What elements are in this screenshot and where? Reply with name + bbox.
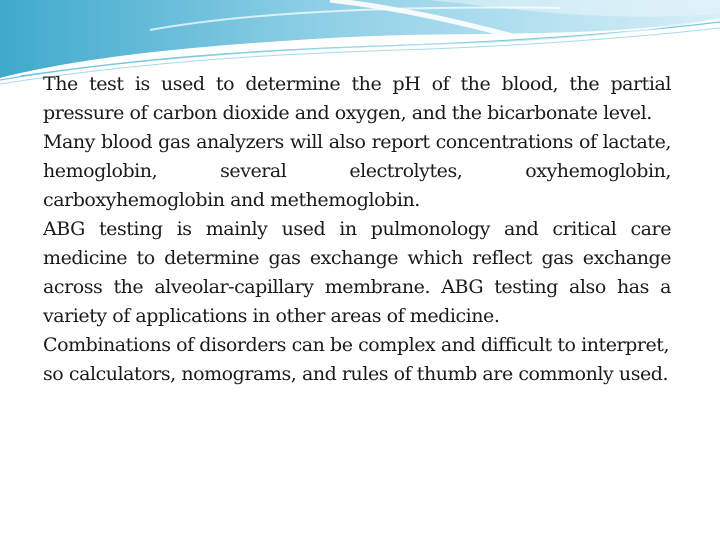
paragraph: Many blood gas analyzers will also report concentrations of lactate, hemoglobin, several electrolytes, oxyhemoglobin, carboxyhemoglobin and methemoglobin. xyxy=(43,131,671,211)
slide-body-text xyxy=(43,70,671,389)
paragraph: The test is used to determine the pH of the blood, the partial pressure of carbon dioxide and oxygen, and the bicarbonate level. xyxy=(43,73,671,124)
paragraph: ABG testing is mainly used in pulmonology and critical care medicine to determine gas exchange which reflect gas exchange across the alveolar-capillary membrane. ABG testing also has a variety of applications in other areas of medicine. xyxy=(43,218,671,327)
paragraph: Combinations of disorders can be complex and difficult to interpret, so calculators, nomograms, and rules of thumb are commonly used. xyxy=(43,334,670,385)
